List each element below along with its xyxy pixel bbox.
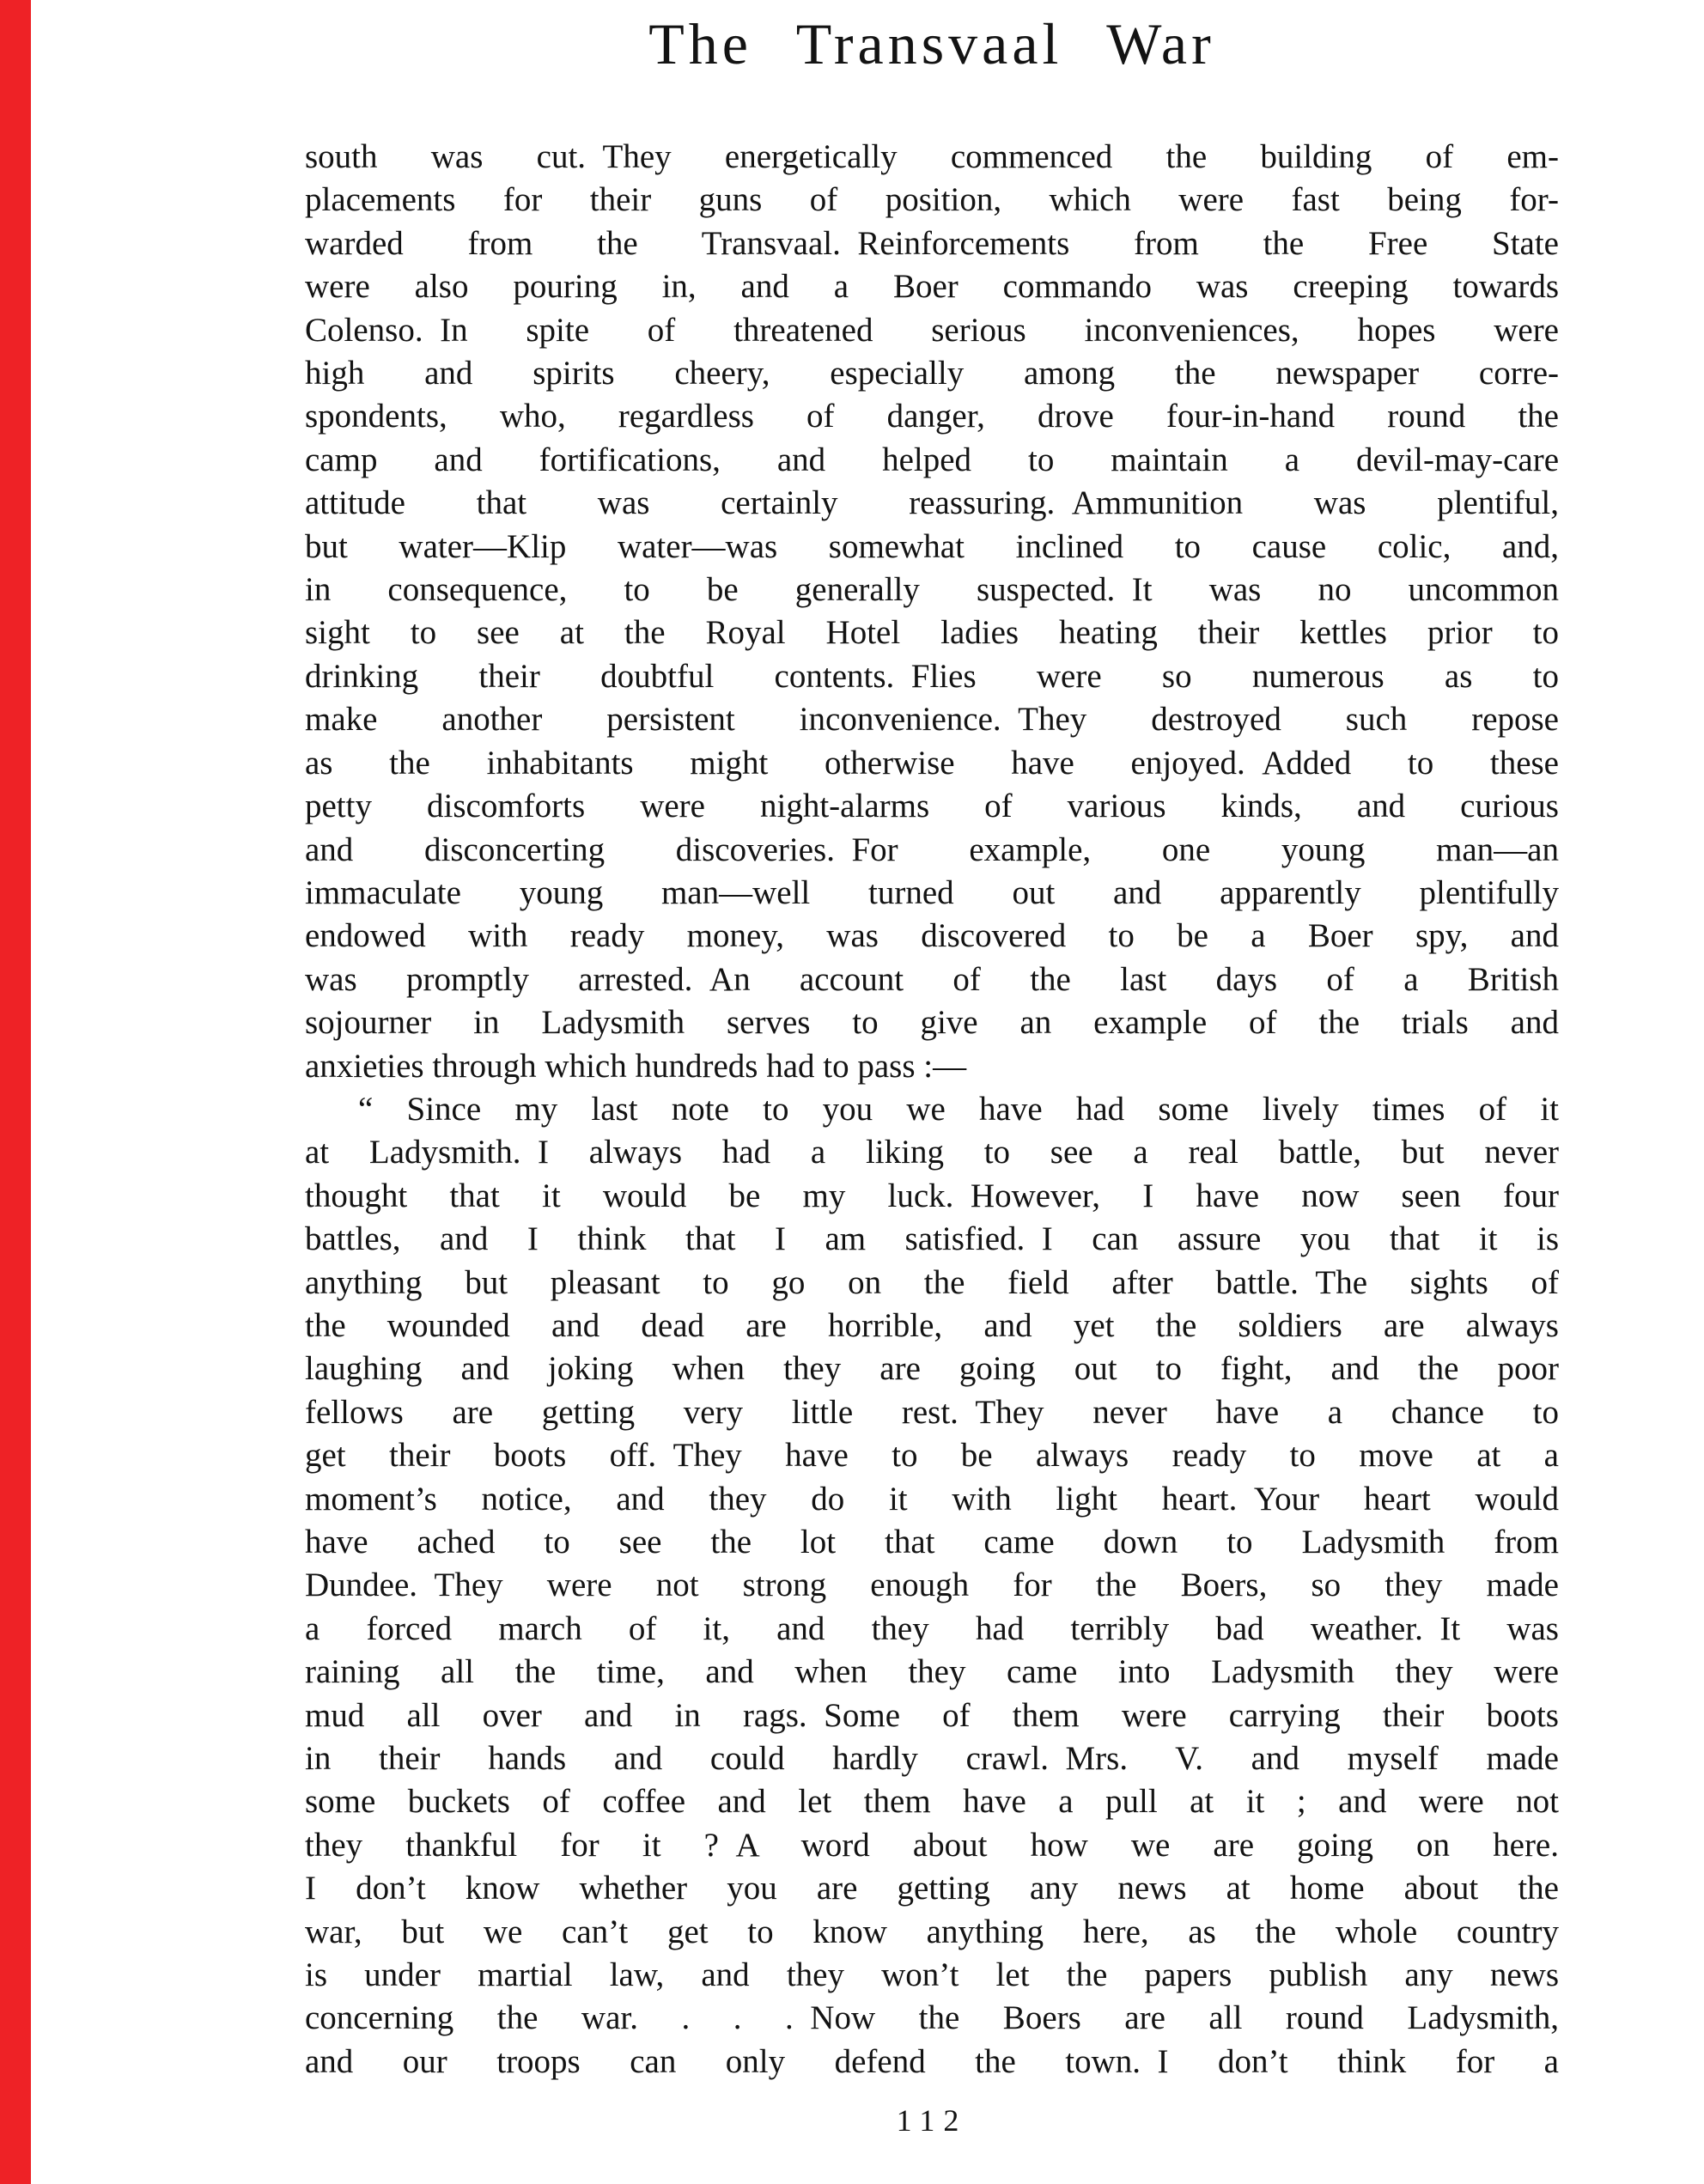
text-line: immaculate young man—well turned out and apparently plentifully (305, 873, 1559, 911)
text-line: war, but we can’t get to know anything here, as the whole country (305, 1913, 1559, 1950)
text-line: attitude that was certainly reassuring. Ammunition was plentiful, (305, 484, 1559, 522)
text-line: “ Since my last note to you we have had some lively times of it (358, 1090, 1559, 1128)
text-line: Dundee. They were not strong enough for the Boers, so they made (305, 1567, 1559, 1604)
text-line: get their boots off. They have to be always ready to move at a (305, 1437, 1559, 1475)
text-line: the wounded and dead are horrible, and yet the soldiers are always (305, 1306, 1559, 1344)
text-line: petty discomforts were night-alarms of various kinds, and curious (305, 788, 1559, 825)
scan-edge-red-stripe (0, 0, 31, 2184)
text-line: Colenso. In spite of threatened serious inconveniences, hopes were (305, 311, 1559, 349)
text-line: a forced march of it, and they had terribly bad weather. It was (305, 1609, 1559, 1647)
text-line: some buckets of coffee and let them have a pull at it ; and were not (305, 1783, 1559, 1821)
text-line: fellows are getting very little rest. They never have a chance to (305, 1393, 1559, 1431)
page-number: 112 (896, 2103, 968, 2138)
text-line: anxieties through which hundreds had to pass :— (305, 1047, 967, 1085)
text-line: south was cut. They energetically commenced the building of em- (305, 138, 1559, 175)
text-line: raining all the time, and when they came into Ladysmith they were (305, 1653, 1559, 1691)
text-line: I don’t know whether you are getting any news at home about the (305, 1870, 1559, 1907)
body-text (305, 136, 1559, 2084)
text-line: is under martial law, and they won’t let the papers publish any news (305, 1956, 1559, 1994)
text-line: at Ladysmith. I always had a liking to see a real battle, but never (305, 1134, 1559, 1171)
text-line: moment’s notice, and they do it with light heart. Your heart would (305, 1480, 1559, 1518)
text-line: and disconcerting discoveries. For example, one young man—an (305, 830, 1559, 868)
text-line: high and spirits cheery, especially among the newspaper corre- (305, 355, 1559, 392)
text-line: but water—Klip water—was somewhat inclined to cause colic, and, (305, 527, 1559, 565)
text-line: concerning the war. . . . Now the Boers are all round Ladysmith, (305, 1999, 1559, 2037)
text-line: mud all over and in rags. Some of them were carrying their boots (305, 1696, 1559, 1734)
text-line: have ached to see the lot that came down to Ladysmith from (305, 1524, 1559, 1560)
text-line: they thankful for it ? A word about how we are going on here. (305, 1826, 1559, 1864)
text-line: placements for their guns of position, which were fast being for- (305, 181, 1559, 219)
text-line: in consequence, to be generally suspected. It was no uncommon (305, 571, 1559, 609)
text-line: were also pouring in, and a Boer commando was creeping towards (305, 268, 1559, 306)
text-line: endowed with ready money, was discovered to be a Boer spy, and (305, 917, 1559, 955)
text-line: thought that it would be my luck. However, I have now seen four (305, 1177, 1559, 1214)
text-line: as the inhabitants might otherwise have enjoyed. Added to these (305, 744, 1559, 782)
text-line: laughing and joking when they are going out to fight, and the poor (305, 1350, 1559, 1388)
text-line: anything but pleasant to go on the field after battle. The sights of (305, 1263, 1559, 1301)
text-line: and our troops can only defend the town. I don’t think for a (305, 2042, 1559, 2080)
text-line: battles, and I think that I am satisfied. I can assure you that it is (305, 1220, 1559, 1258)
text-line: sight to see at the Royal Hotel ladies heating their kettles prior to (305, 614, 1559, 652)
text-line: spondents, who, regardless of danger, drove four-in-hand round the (305, 398, 1559, 435)
text-line: make another persistent inconvenience. They destroyed such repose (305, 701, 1559, 739)
text-line: drinking their doubtful contents. Flies were so numerous as to (305, 657, 1559, 695)
text-line: sojourner in Ladysmith serves to give an example of the trials and (305, 1004, 1559, 1042)
text-line: in their hands and could hardly crawl. Mrs. V. and myself made (305, 1740, 1559, 1778)
text-line: warded from the Transvaal. Reinforcements from the Free State (305, 224, 1559, 262)
text-line: was promptly arrested. An account of the last days of a British (305, 960, 1559, 998)
text-line: camp and fortifications, and helped to maintain a devil-may-care (305, 441, 1559, 478)
page-title: The Transvaal War (648, 11, 1215, 76)
